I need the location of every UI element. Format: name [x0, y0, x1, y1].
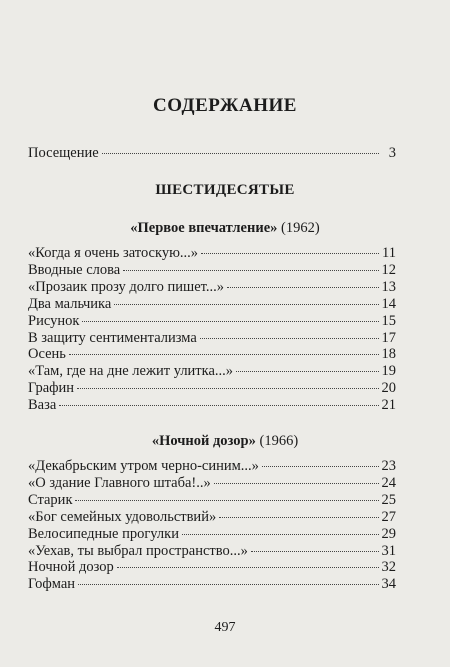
toc-entry [28, 525, 396, 543]
entry-title: Два мальчика [28, 295, 112, 312]
toc-entry [28, 558, 396, 576]
entry-page: 34 [381, 576, 396, 593]
toc-entry [28, 396, 396, 414]
toc-entry [28, 379, 396, 397]
toc-entry [28, 261, 396, 279]
entry-page: 12 [381, 261, 396, 278]
entry-page: 21 [381, 397, 396, 414]
entry-page: 13 [381, 278, 396, 295]
entry-title: «Декабрьским утром черно-синим...» [28, 458, 259, 474]
entry-page: 3 [388, 145, 396, 161]
entry-page: 25 [381, 491, 396, 508]
entry-title: Велосипедные прогулки [28, 525, 179, 542]
entry-title: Рисунок [28, 312, 80, 329]
entry-page: 20 [381, 380, 396, 397]
toc-entry [28, 312, 396, 330]
page-number: 497 [214, 620, 236, 635]
toc-entry [28, 508, 396, 526]
entry-title: «Уехав, ты выбрал пространство...» [28, 542, 248, 559]
entry-title: Гофман [28, 576, 76, 593]
dot-leader [75, 500, 378, 501]
dot-leader [59, 405, 378, 406]
entry-title: «О здание Главного штаба!..» [28, 474, 211, 491]
dot-leader [78, 584, 378, 585]
entry-page: 17 [381, 329, 396, 346]
collection-name: «Первое впечатление» [130, 220, 278, 236]
toc-entry [28, 244, 396, 262]
entry-page: 15 [381, 312, 396, 329]
toc-entry [28, 362, 396, 380]
entry-page: 31 [381, 542, 396, 559]
toc-entry [28, 474, 396, 492]
dot-leader [236, 371, 378, 372]
dot-leader [117, 567, 379, 568]
collection-year: (1962) [281, 220, 320, 236]
entry-title: Ваза [28, 397, 57, 414]
entry-page: 19 [381, 363, 396, 380]
subsection-heading-2 [0, 433, 450, 450]
entry-title: Вводные слова [28, 261, 121, 278]
dot-leader [182, 534, 379, 535]
entry-page: 14 [381, 295, 396, 312]
dot-leader [114, 304, 378, 305]
dot-leader [102, 153, 379, 154]
toc-entry [28, 491, 396, 509]
toc-entry [28, 295, 396, 313]
entry-page: 27 [381, 508, 396, 525]
page-title: СОДЕРЖАНИЕ [153, 95, 297, 116]
entry-title: Ночной дозор [28, 559, 114, 576]
collection-name: «Ночной дозор» [151, 433, 256, 449]
dot-leader [251, 551, 379, 552]
dot-leader [214, 483, 379, 484]
dot-leader [77, 388, 378, 389]
dot-leader [82, 321, 378, 322]
toc-entry [28, 345, 396, 363]
section-heading: ШЕСТИДЕСЯТЫЕ [155, 182, 295, 198]
toc-entry [28, 575, 396, 593]
entry-title: «Прозаик прозу долго пишет...» [28, 278, 224, 295]
entry-title: Старик [28, 491, 73, 508]
dot-leader [262, 466, 379, 467]
dot-leader [123, 270, 378, 271]
entry-title: В защиту сентиментализма [28, 329, 197, 346]
entry-page: 24 [381, 474, 396, 491]
dot-leader [219, 517, 378, 518]
dot-leader [200, 338, 379, 339]
collection-year: (1966) [259, 433, 299, 449]
toc-entry [28, 329, 396, 347]
entry-title: «Бог семейных удовольствий» [28, 508, 217, 525]
entry-page: 29 [381, 525, 396, 542]
dot-leader [227, 287, 379, 288]
entry-title: Графин [28, 380, 75, 397]
toc-entry [28, 144, 396, 162]
entry-page: 32 [381, 559, 396, 576]
entry-title: «Там, где на дне лежит улитка...» [28, 363, 234, 380]
entry-title: Осень [28, 346, 66, 363]
toc-entry [28, 542, 396, 560]
entry-title: Посещение [28, 145, 99, 161]
entry-page: 18 [381, 346, 396, 363]
entry-title: «Когда я очень затоскую...» [28, 245, 199, 261]
dot-leader [69, 354, 379, 355]
dot-leader [201, 253, 379, 254]
entry-page: 23 [381, 458, 396, 474]
toc-entry [28, 278, 396, 296]
entry-page: 11 [382, 245, 396, 261]
toc-entry [28, 457, 396, 475]
subsection-heading-1 [0, 220, 450, 237]
